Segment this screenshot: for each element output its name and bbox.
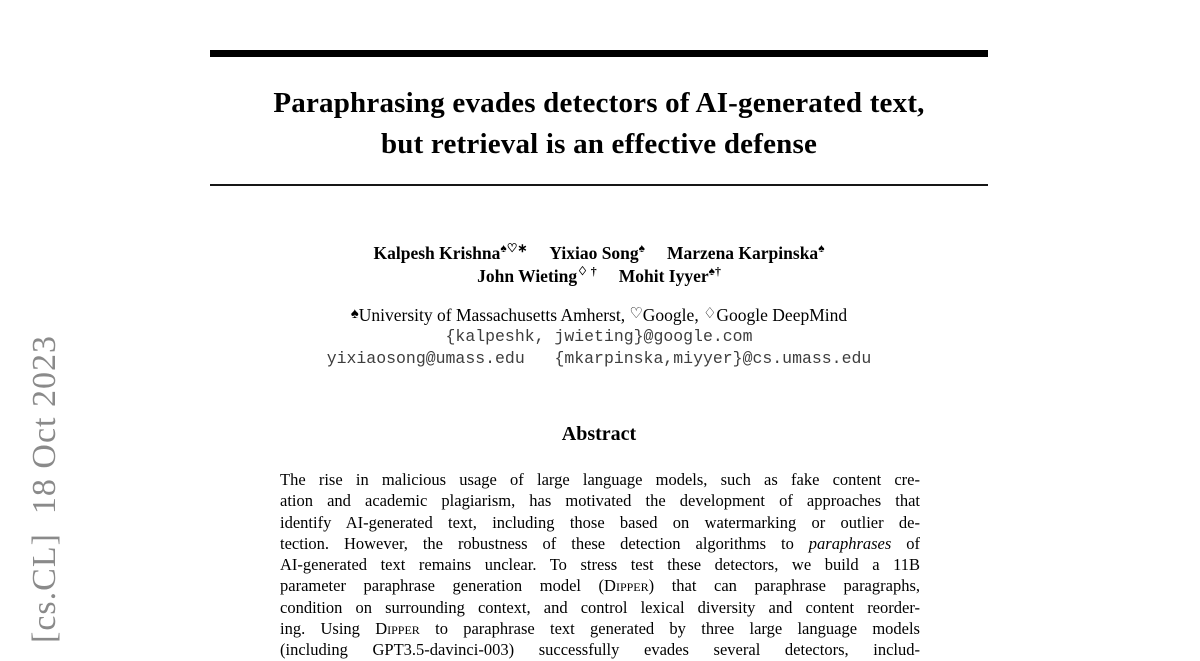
- abstract-line: [280, 639, 920, 660]
- abstract-line: [280, 618, 920, 639]
- email-line-1: {kalpeshk, jwieting}@google.com: [445, 327, 753, 346]
- text-segment: AI-generated text remains unclear. To stress test these detectors, we build a 11B: [280, 555, 920, 575]
- title-rule-top: [210, 50, 988, 57]
- affiliation-mark: ♠: [350, 306, 359, 322]
- author-name-text: Kalpesh Krishna: [373, 242, 501, 263]
- text-segment: condition on surrounding context, and control lexical diversity and content reorder-: [280, 597, 920, 617]
- author-affiliation-marks: ♠†: [708, 264, 721, 278]
- text-segment: identify AI-generated text, including those based on watermarking or outlier de-: [280, 512, 920, 532]
- text-segment: paraphrases: [808, 533, 892, 553]
- paper-title: [210, 83, 988, 165]
- author-name-text: Yixiao Song: [549, 242, 639, 263]
- abstract-line: [280, 512, 920, 533]
- author-name-text: Marzena Karpinska: [667, 242, 819, 263]
- abstract-line: [280, 469, 920, 490]
- abstract-line: [280, 575, 920, 596]
- author: [477, 266, 597, 286]
- author-row-2: [210, 264, 988, 287]
- author-affiliation-marks: ♠♡∗: [500, 241, 528, 255]
- text-segment: ) that can paraphrase paragraphs,: [648, 576, 920, 596]
- text-segment: The rise in malicious usage of large language models, such as fake content cre-: [280, 470, 920, 489]
- text-segment: (including GPT3.5-davinci-003) successfully evades several detectors, includ-: [280, 640, 920, 660]
- text-segment: to paraphrase text generated by three large language models: [419, 619, 920, 639]
- author-affiliation-marks: ♢ †: [577, 264, 597, 278]
- author-affiliation-marks: ♠: [638, 241, 645, 255]
- title-rule-bottom: [210, 184, 988, 186]
- text-segment: Dipper: [375, 619, 420, 639]
- affiliation-text: University of Massachusetts Amherst,: [358, 305, 630, 325]
- author: [549, 243, 645, 263]
- paper-title-line1: Paraphrasing evades detectors of AI-generated text,: [273, 87, 925, 119]
- author: [373, 243, 527, 263]
- text-segment: tection. However, the robustness of these detection algorithms to: [280, 533, 809, 553]
- text-segment: parameter paraphrase generation model (: [280, 576, 605, 596]
- abstract-line: [280, 490, 920, 511]
- affiliations-line: [210, 304, 988, 326]
- author: [667, 243, 825, 263]
- abstract-body: [280, 469, 920, 661]
- abstract-line: [280, 554, 920, 575]
- text-segment: ing. Using: [280, 619, 376, 639]
- abstract-heading: Abstract: [561, 423, 637, 445]
- abstract-line: [280, 533, 920, 554]
- affiliation-text: Google DeepMind: [716, 305, 848, 325]
- paper-title-line2: but retrieval is an effective defense: [380, 128, 818, 160]
- author-affiliation-marks: ♠: [818, 241, 825, 255]
- author-name-text: Mohit Iyyer: [618, 265, 709, 286]
- text-segment: ation and academic plagiarism, has motivated the development of approaches that: [280, 491, 920, 511]
- abstract-line: [280, 597, 920, 618]
- author: [619, 266, 721, 286]
- arxiv-sidebar-watermark: [cs.CL] 18 Oct 2023: [26, 334, 63, 643]
- text-segment: Dipper: [604, 576, 649, 596]
- author-row-1: [210, 241, 988, 264]
- affiliation-mark: ♢: [703, 306, 717, 322]
- text-segment: of: [891, 533, 920, 553]
- email-line-2: yixiaosong@umass.edu {mkarpinska,miyyer}@cs.umass.edu: [326, 349, 872, 368]
- author-name-text: John Wieting: [477, 265, 578, 286]
- affiliation-mark: ♡: [629, 306, 643, 322]
- affiliation-text: Google,: [642, 305, 704, 325]
